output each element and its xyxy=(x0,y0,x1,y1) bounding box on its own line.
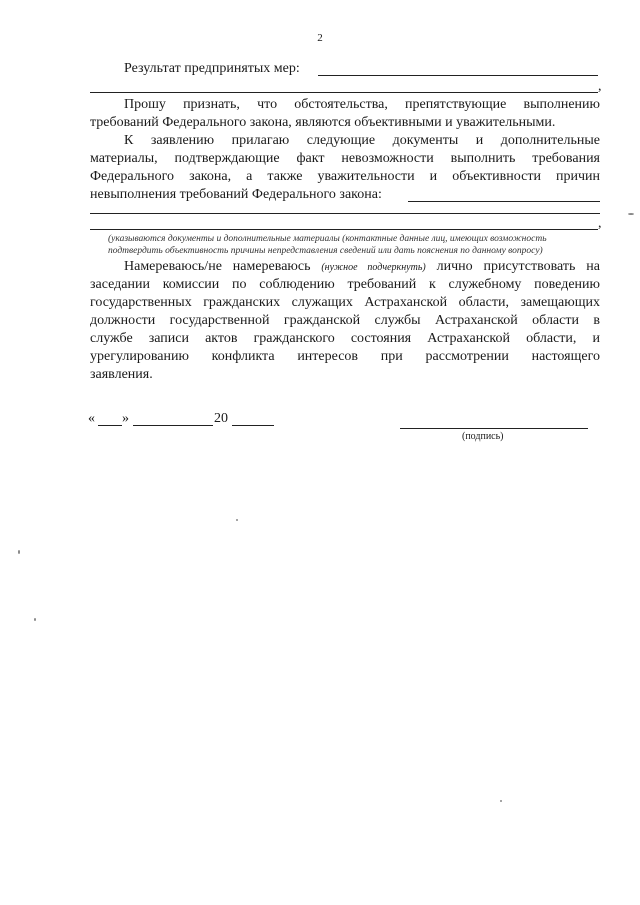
measures-answer-line-1 xyxy=(318,75,598,76)
date-day-blank xyxy=(98,425,122,426)
date-close-quote: » xyxy=(122,411,129,426)
attach-line: К заявлению прилагаю следующие документы и дополнительные xyxy=(124,133,600,148)
attach-line: Федерального закона, а также уважительности и объективности причин xyxy=(90,169,600,184)
scan-speck xyxy=(34,618,36,621)
signature-caption: (подпись) xyxy=(462,431,504,442)
scan-speck xyxy=(18,550,20,554)
date-year-prefix: 20 xyxy=(214,411,228,426)
attach-note-line: (указываются документы и дополнительные материалы (контактные данные лиц, имеющих возможность xyxy=(108,234,547,244)
attach-line: материалы, подтверждающие факт невозможности выполнить требования xyxy=(90,151,600,166)
intent-start: Намереваюсь/не намереваюсь xyxy=(124,259,311,274)
comma: , xyxy=(598,79,602,94)
scan-speck xyxy=(500,800,502,802)
request-line: требований Федерального закона, являются объективными и уважительными. xyxy=(90,115,556,130)
intent-line: должности государственной гражданской службы Астраханской области в xyxy=(90,313,600,328)
comma: , xyxy=(598,216,602,231)
intent-line: заседании комиссии по соблюдению требований к служебному поведению xyxy=(90,277,600,292)
date-month-blank xyxy=(133,425,213,426)
signature-line xyxy=(400,428,588,429)
intent-line: урегулированию конфликта интересов при рассмотрении настоящего xyxy=(90,349,600,364)
intent-line: заявления. xyxy=(90,367,153,382)
intent-line: государственных гражданских служащих Астраханской области, замещающих xyxy=(90,295,600,310)
intent-end: лично присутствовать на xyxy=(436,259,600,274)
date-year-blank xyxy=(232,425,274,426)
measures-answer-line-2 xyxy=(90,92,598,93)
intent-line: службе записи актов гражданского состояния Астраханской области, и xyxy=(90,331,600,346)
attach-answer-line-2 xyxy=(90,213,600,214)
scan-speck xyxy=(628,213,634,215)
scan-speck xyxy=(236,519,238,521)
measures-label: Результат предпринятых мер: xyxy=(124,61,300,76)
attach-note-line: подтвердить объективность причины непредставления сведений или дать пояснения по данному вопросу) xyxy=(108,246,543,256)
attach-answer-line-3 xyxy=(90,229,598,230)
page-number: 2 xyxy=(317,32,323,44)
underline-note: (нужное подчеркнуть) xyxy=(321,262,426,273)
attach-line: невыполнения требований Федерального закона: xyxy=(90,187,382,202)
request-line: Прошу признать, что обстоятельства, препятствующие выполнению xyxy=(124,97,600,112)
date-open-quote: « xyxy=(88,411,95,426)
attach-answer-line-1 xyxy=(408,201,600,202)
intent-first-line xyxy=(124,258,600,277)
